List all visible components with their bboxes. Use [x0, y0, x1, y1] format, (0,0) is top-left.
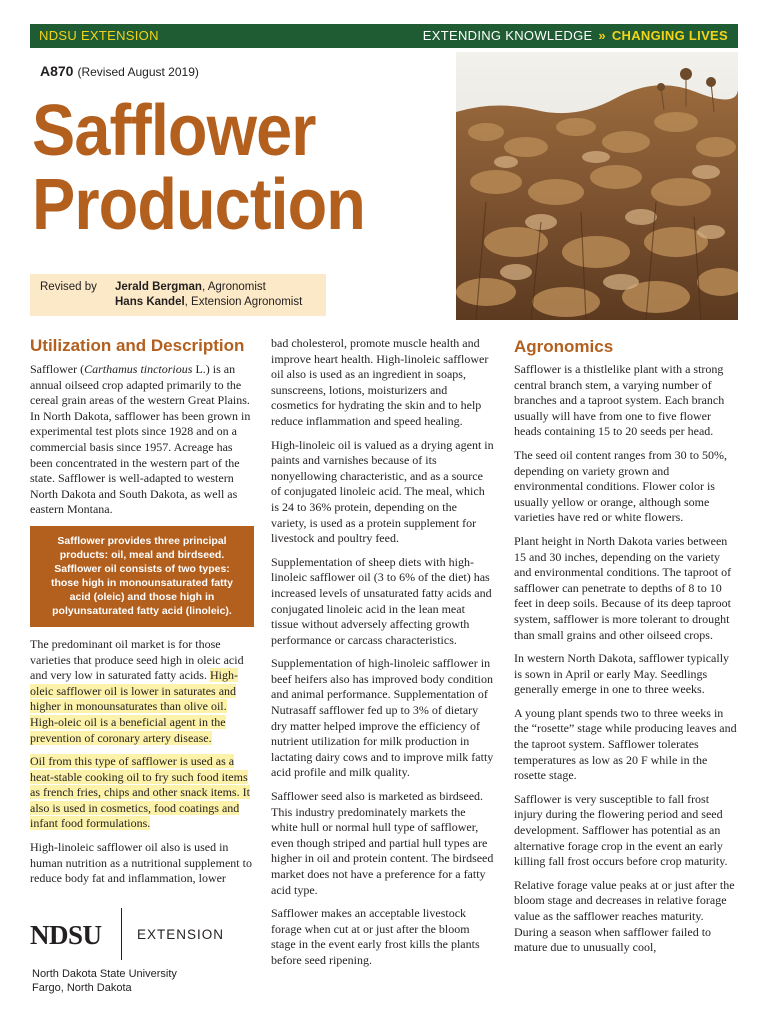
header-brand: NDSU EXTENSION — [39, 28, 159, 43]
paragraph: In western North Dakota, safflower typically is sown in April or early May. Seedlings generally emerge in one to three weeks. — [514, 651, 730, 697]
authors-label: Revised by — [40, 281, 97, 293]
column-2 — [271, 336, 495, 977]
logo-extension: EXTENSION — [137, 927, 225, 942]
logo-ndsu: NDSU — [30, 920, 102, 950]
section-heading-utilization: Utilization and Description — [30, 336, 245, 355]
paragraph: Plant height in North Dakota varies between 15 and 30 inches, depending on the variety and environmental conditions. The taproot of safflower can penetrate to depths of 8 to 10 feet in deep soils. Because of its deep taproot system, safflower is more tolerant to drought than small grains and other oilseed crops. — [514, 533, 732, 642]
paragraph: Safflower is a thistlelike plant with a strong central branch stem, a varying number of branches and a taproot system. Each branch usually will have from one to five flower heads containing 15 to 20 seeds per head. — [514, 362, 725, 439]
paragraph — [30, 754, 254, 832]
paragraph: Safflower (Carthamus tinctorious L.) is an annual oilseed crop adapted primarily to the cereal grain areas of the western Great Plains. In North Dakota, safflower has been grown in experimental test plots since 1928 and on a commercial basis since 1957. Acreage has been concentrated in the western part of the state. Safflower is well-adapted to western North Dakota and South Dakota, as well as eastern Montana. — [30, 362, 251, 517]
author-list — [115, 280, 302, 310]
column-3 — [514, 336, 740, 964]
double-chevron-icon: » — [598, 28, 606, 43]
highlighted-text: Oil from this type of safflower is used as a heat-stable cooking oil to fry such food items as french fries, chips and other snack items. It also is used in cosmetics, food coatings and infant food formulations. — [30, 754, 250, 831]
paragraph: The seed oil content ranges from 30 to 50%, depending on variety grown and environmental conditions. Flower color is usually yellow or orange, although some varieties have red or white flowers. — [514, 447, 727, 525]
logo-divider — [121, 908, 122, 960]
paragraph: Safflower is very susceptible to fall frost injury during the flowering period and seed development. Safflower has potential as an alternative forage crop in the event an early killing fall frost occurs before crop maturity. — [514, 791, 728, 869]
paragraph: High-linoleic safflower oil also is used in human nutrition as a nutritional supplement to reduce body fat and inflammation, lower — [30, 840, 252, 886]
section-heading-agronomics: Agronomics — [514, 337, 614, 356]
highlighted-text: High-oleic safflower oil is lower in saturates and higher in monounsaturates than olive oil. High-oleic oil is a beneficial agent in the prevention of coronary artery disease. — [30, 668, 238, 745]
paragraph: High-linoleic oil is valued as a drying agent in paints and varnishes because of its nonyellowing characteristic, and as a source of conjugated linoleic acid. The meal, which is 24 to 36% protein, depending on the variety, is used as a protein supplement for livestock and poultry feed. — [271, 437, 494, 546]
page-title: Safflower Production — [32, 91, 365, 245]
publication-number: A870 (Revised August 2019) — [40, 63, 199, 79]
paragraph: Supplementation of sheep diets with high-linoleic safflower oil (3 to 6% of the diet) has increased levels of unsaturated fatty acids and conjugated linoleic acid in the lean meat tissue without adversely affecting growth performance or carcass characteristics. — [271, 554, 492, 647]
column-1 — [30, 336, 254, 895]
safflower-field-photo — [456, 52, 738, 320]
author-2: Hans Kandel, Extension Agronomist — [115, 296, 303, 308]
paragraph: Safflower seed also is marketed as birdseed. This industry predominately markets the white hull or normal hull type of safflower, even though striped and partial hull types are higher in oil and protein content. The birdseed market does not have a preference for a fatty acid type. — [271, 789, 494, 897]
callout-box: Safflower provides three principal products: oil, meal and birdseed. Safflower oil consists of two types: those high in monounsaturated fatty acid (oleic) and those high in polyunsaturated fatty acid (linoleic). — [30, 526, 254, 627]
ndsu-extension-logo — [30, 906, 270, 966]
authors-box — [30, 274, 326, 316]
paragraph: bad cholesterol, promote muscle health and improve heart health. High-linoleic safflower oil also is used as an ingredient in soaps, sunscreens, lotions, moisturizers and cosmetics for hydrating the skin and to help reduce inflammation and speed healing. — [271, 336, 489, 428]
footer-address: North Dakota State University Fargo, North Dakota — [32, 968, 177, 994]
paragraph: Relative forage value peaks at or just after the bloom stage and decreases in relative forage value as the safflower reaches maturity. During a season when safflower failed to mature due to unusually cool, — [514, 877, 735, 955]
paragraph: The predominant oil market is for those varieties that produce seed high in oleic acid and very low in saturated fatty acids. High-oleic safflower oil is lower in saturates and higher in monounsaturates than olive oil. High-oleic oil is a beneficial agent in the prevention of coronary artery disease. — [30, 636, 244, 745]
paragraph: Supplementation of high-linoleic safflower in beef heifers also has improved body condition and animal performance. Supplementation of Nutrasaff safflower fed up to 3% of dietary dry matter helped improve the efficiency of nutrient utilization for milk production in lactating dairy cows and to improve milk fatty acid profile and milk quality. — [271, 656, 494, 780]
author-1: Jerald Bergman, Agronomist — [115, 281, 266, 293]
header-tagline: EXTENDING KNOWLEDGE » CHANGING LIVES — [422, 28, 728, 43]
header-bar — [30, 24, 738, 48]
paragraph: Safflower makes an acceptable livestock forage when cut at or just after the bloom stage in the event early frost kills the plants before seed ripening. — [271, 906, 480, 967]
paragraph: A young plant spends two to three weeks in the “rosette” stage while producing leaves and the taproot system. Safflower tolerates temperatures as low as 20 F while in the rosette stage. — [514, 705, 737, 783]
